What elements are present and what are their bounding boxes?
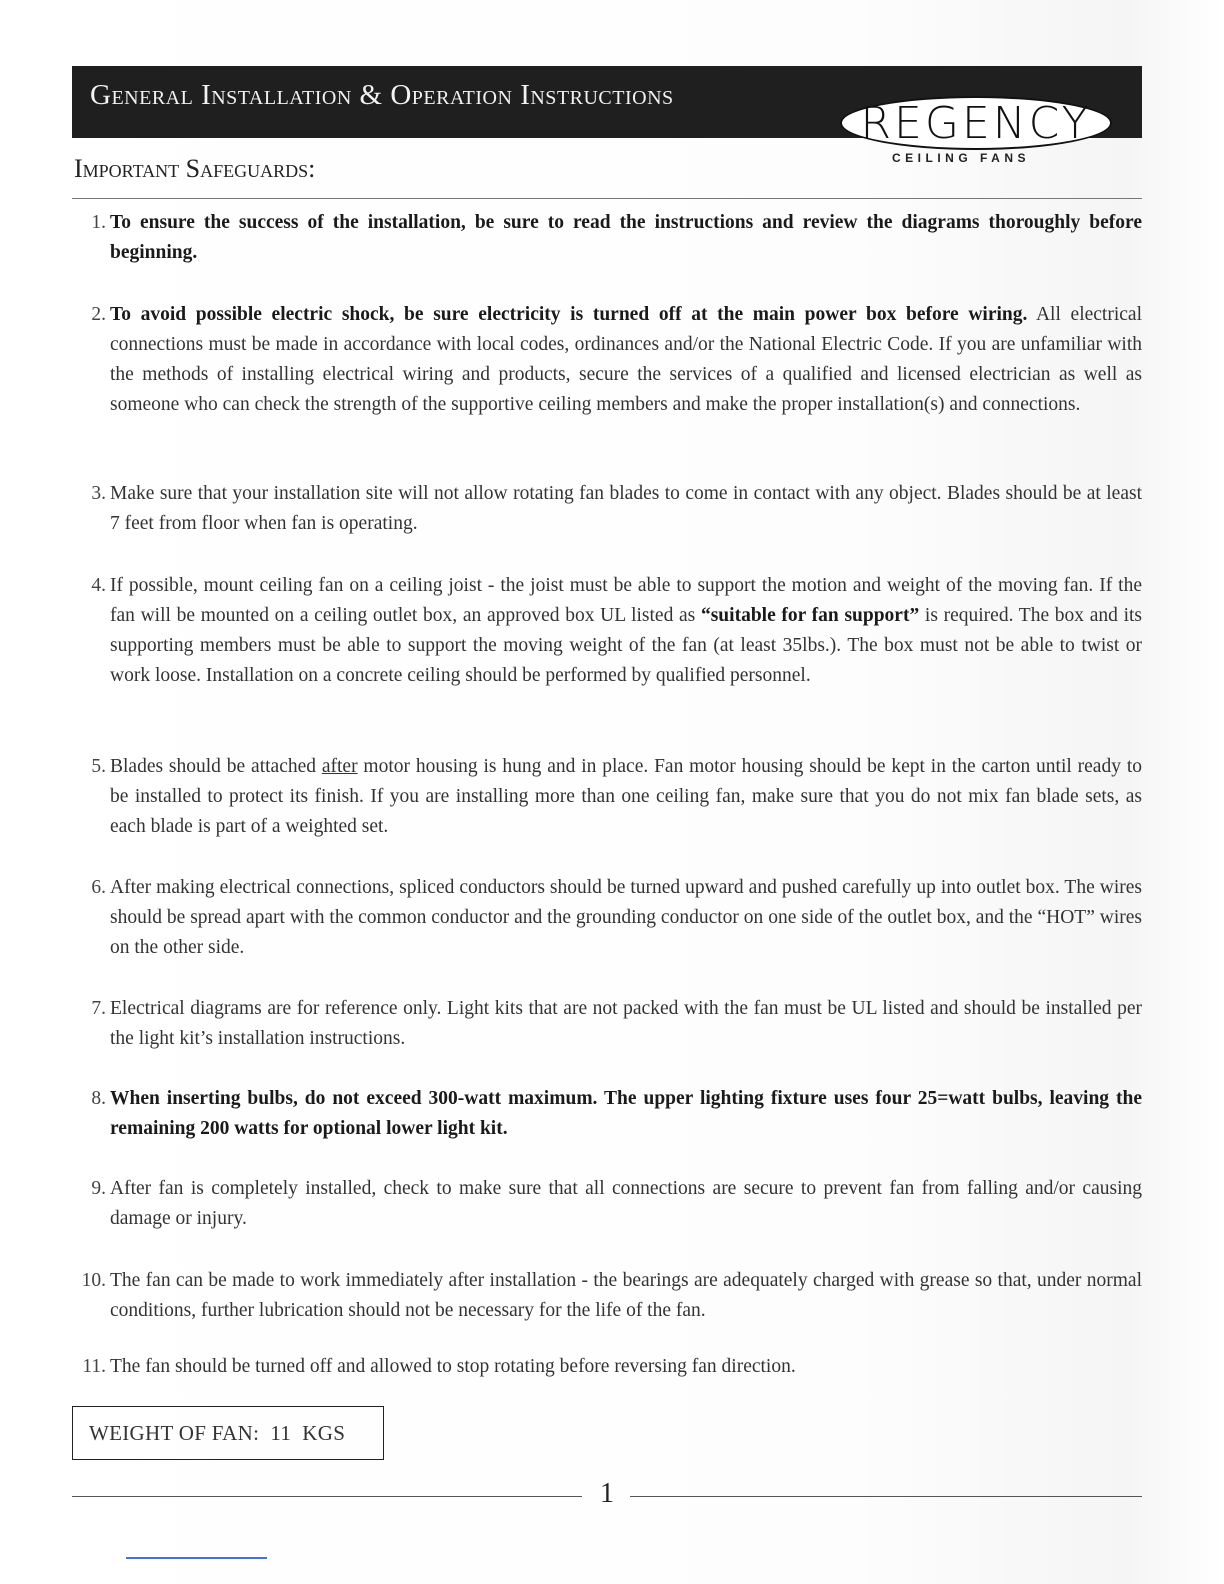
item-bold-text: To avoid possible electric shock, be sure electricity is turned off at the main power box before wiring. [110,304,1028,325]
list-item [70,571,1142,691]
item-underlined-text: after [321,756,358,777]
item-bold-text: “suitable for fan support” [700,605,920,626]
item-text [110,1084,1142,1144]
item-body-text: Blades should be attached [110,756,322,777]
list-item [70,1266,1142,1326]
heading-divider [72,198,1142,199]
item-text: After fan is completely installed, check to make sure that all connections are secure to prevent fan from falling and/or causing damage or injury. [110,1178,1142,1229]
item-text: Electrical diagrams are for reference only. Light kits that are not packed with the fan must be UL listed and should be installed per the light kit’s installation instructions. [110,998,1142,1049]
item-number: 11. [82,1356,106,1377]
item-number: 9. [91,1178,106,1199]
item-text: Make sure that your installation site will not allow rotating fan blades to come in contact with any object. Blades should be at least 7 feet from floor when fan is operating. [110,483,1142,534]
scan-artifact-line [126,1557,267,1559]
item-number: 6. [91,877,106,898]
list-item [70,1352,1142,1382]
footer-rule-left [72,1496,582,1497]
logo-subtitle: CEILING FANS [892,151,1031,165]
item-text: The fan should be turned off and allowed to stop rotating before reversing fan direction. [110,1356,796,1377]
item-bold-text: To ensure the success of the installation, be sure to read the instructions and review the diagrams thoroughly before beginning. [110,212,1142,263]
item-bold-text: When inserting bulbs, do not exceed 300-watt maximum. The upper lighting fixture uses four 25=watt bulbs, leaving the remaining 200 watts for optional lower light kit. [110,1088,1142,1139]
item-body-text: is required. The box and its supporting members must be able to support the moving weight of the fan (at least 35lbs.). The box must not be able to twist or work loose. Installation on a concrete ceiling should be performed by qualified personnel. [110,605,1143,686]
regency-logo [840,96,1112,150]
item-number: 7. [91,998,106,1019]
item-number: 3. [91,483,106,504]
item-number: 4. [91,575,106,596]
item-body-text: If possible, mount ceiling fan on a ceiling joist - the joist must be able to support the motion and weight of the moving fan. If the fan will be mounted on a ceiling outlet box, an approved box UL listed as [110,575,1142,626]
list-item [70,208,1142,268]
list-item [70,1174,1142,1234]
item-number: 8. [91,1088,106,1109]
item-number: 1. [91,212,106,233]
item-text [110,752,1142,842]
list-item [70,752,1142,842]
item-body-text: All electrical connections must be made in accordance with local codes, ordinances and/or the National Electric Code. If you are unfamiliar with the methods of installing electrical wiring and products, secure the services of a qualified and licensed electrician as well as someone who can check the strength of the supportive ceiling members and make the proper installation(s) and connections. [110,304,1142,415]
logo-wordmark: REGENCY [860,98,1092,149]
item-number: 5. [91,756,106,777]
item-body-text: motor housing is hung and in place. Fan motor housing should be kept in the carton until ready to be installed to protect its finish. If you are installing more than one ceiling fan, make sure that you do not mix fan blade sets, as each blade is part of a weighted set. [110,756,1142,837]
list-item [70,994,1142,1054]
item-text [110,571,1142,691]
page-number: 1 [600,1478,614,1509]
item-number: 10. [81,1270,106,1291]
footer-rule-right [630,1496,1142,1497]
item-text [110,208,1142,268]
item-text [110,300,1142,420]
list-item [70,479,1142,539]
item-text: After making electrical connections, spliced conductors should be turned upward and pushed carefully up into outlet box. The wires should be spread apart with the common conductor and the grounding conductor on one side of the outlet box, and the “HOT” wires on the other side. [110,877,1142,958]
list-item [70,300,1142,420]
section-heading: Important Safeguards: [74,154,316,183]
page-title: General Installation & Operation Instructions [90,79,674,111]
list-item [70,873,1142,963]
fan-weight-box: WEIGHT OF FAN: 11 KGS [72,1406,384,1460]
item-number: 2. [91,304,106,325]
list-item [70,1084,1142,1144]
item-text: The fan can be made to work immediately after installation - the bearings are adequately charged with grease so that, under normal conditions, further lubrication should not be necessary for the life of the fan. [110,1270,1142,1321]
